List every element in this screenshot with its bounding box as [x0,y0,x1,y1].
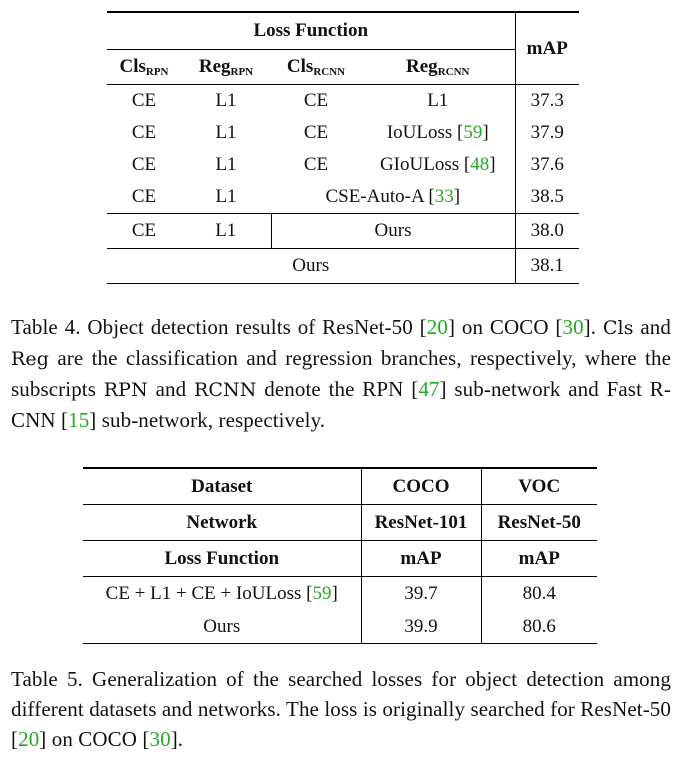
cell: L1 [181,214,271,249]
citation-link[interactable]: 33 [434,186,454,207]
map-cell: 38.5 [530,186,564,207]
table-row [83,577,597,611]
table-row [107,249,579,284]
cell: L1 [181,85,271,118]
loss-function-header: Loss Function [107,12,515,50]
table-row [107,214,579,249]
cell: CE [271,85,361,118]
dataset-voc: VOC [481,468,597,505]
citation-link[interactable]: 30 [149,727,171,751]
cell: GIoULoss [48] [361,149,515,181]
cell: CE [131,154,157,175]
map-cell: 37.9 [530,122,564,143]
cell: L1 [215,122,237,143]
dataset-coco: COCO [361,468,481,505]
map-header: mAP [526,37,568,59]
citation-link[interactable]: 20 [18,727,40,751]
cell: IoULoss [59] [361,117,515,149]
cell: CE + L1 + CE + IoULoss [59] [83,577,361,611]
citation-link[interactable]: 59 [463,122,483,143]
cell: 39.9 [361,610,481,644]
network-label: Network [83,505,361,541]
table-row [83,610,597,644]
table-row [107,181,579,214]
reg-rcnn-header: Reg$_{RCNN}$ [361,50,515,85]
cell: CE [107,214,181,249]
table-4 [107,11,579,284]
cell: L1 [215,154,237,175]
map-cell: 37.3 [515,85,579,118]
table-4-caption: Table 4. Object detection results of ResNet-50 [20] on COCO [30]. Cls and Reg are the classification and regression branches, respectively, where the subscripts RPN and RCNN denote the RPN [47] sub-network and Fast R-CNN [15] sub-network, respectively. [11,315,671,432]
citation-link[interactable]: 15 [68,408,90,432]
dataset-label: Dataset [83,468,361,505]
table-row [107,149,579,181]
cell: Ours [107,249,515,284]
cls-rcnn-header: Cls$_{RCNN}$ [286,56,346,78]
cell: 80.4 [522,582,556,604]
cell: CE [131,122,157,143]
loss-function-label: Loss Function [83,541,361,577]
metric-coco: mAP [361,541,481,577]
map-cell: 38.1 [515,249,579,284]
cell: CE [303,154,329,175]
cell: L1 [361,85,515,118]
map-cell: 37.6 [530,154,564,175]
cell: CSE-Auto-A [33] [271,181,515,214]
network-resnet101: ResNet-101 [361,505,481,541]
cell: 39.7 [361,577,481,611]
network-resnet50: ResNet-50 [481,505,597,541]
citation-link[interactable]: 48 [470,154,490,175]
cell: CE [303,122,329,143]
map-cell: 38.0 [515,214,579,249]
citation-link[interactable]: 47 [418,377,440,401]
cell: Ours [83,610,361,644]
citation-link[interactable]: 59 [312,582,332,604]
table-5 [83,467,597,644]
table-row [107,117,579,149]
metric-voc: mAP [481,541,597,577]
table-row [107,85,579,118]
cell: CE [107,85,181,118]
cell: L1 [215,186,237,207]
cell: Ours [271,214,515,249]
cls-rpn-header: Cls$_{RPN}$ [119,56,169,78]
citation-link[interactable]: 30 [562,315,584,339]
reg-rpn-header: Reg$_{RPN}$ [198,56,254,78]
cell: 80.6 [522,615,556,637]
citation-link[interactable]: 20 [426,315,448,339]
table-5-caption: Table 5. Generalization of the searched losses for object detection among different datasets and networks. The loss is originally searched for ResNet-50 [20] on COCO [30]. [11,667,671,751]
cell: CE [131,186,157,207]
